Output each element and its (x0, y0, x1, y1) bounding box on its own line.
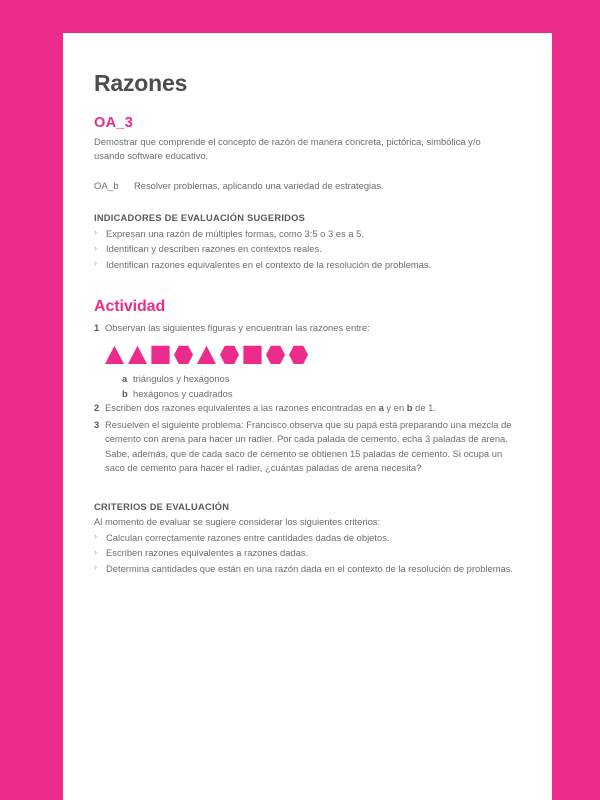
list-item (94, 562, 514, 577)
secondary-objective-row (94, 179, 514, 193)
indicators-heading: INDICADORES DE EVALUACIÓN SUGERIDOS (94, 212, 306, 223)
chevron-right-icon: › (94, 531, 97, 542)
subitem-letter: a (122, 373, 128, 385)
list-item (94, 531, 514, 546)
page-title: Razones (94, 70, 188, 96)
chevron-right-icon: › (94, 562, 97, 573)
shapes-figure-row (105, 345, 514, 364)
triangle-shape (128, 345, 147, 364)
chevron-right-icon: › (94, 258, 97, 269)
objective-code: OA_3 (94, 115, 134, 131)
criteria-text: Calculan correctamente razones entre cantidades dadas de objetos. (106, 531, 390, 543)
criteria-text: Escriben razones equivalentes a razones dadas. (106, 547, 309, 559)
indicators-list (94, 227, 514, 273)
criteria-intro: Al momento de evaluar se sugiere considerar los siguientes criterios: (94, 516, 381, 527)
secondary-objective-code: OA_b (94, 179, 119, 191)
activity-subitem-b (122, 386, 514, 401)
list-item (94, 227, 514, 242)
activity-heading: Actividad (94, 298, 166, 316)
item-number: 2 (94, 402, 100, 414)
indicator-text: Identifican razones equivalentes en el contexto de la resolución de problemas. (106, 258, 432, 270)
secondary-objective-description: Resolver problemas, aplicando una variedad de estrategias. (134, 179, 384, 191)
indicator-text: Identifican y describen razones en contextos reales. (106, 243, 322, 255)
list-item (94, 242, 514, 257)
activity-item-3 (94, 418, 514, 476)
document-content (63, 33, 552, 576)
item-number: 3 (94, 418, 100, 430)
hexagon-shape (174, 345, 193, 364)
document-card (63, 33, 552, 800)
chevron-right-icon: › (94, 227, 97, 238)
item2-part3: de 1. (412, 402, 436, 414)
triangle-shape (197, 345, 216, 364)
hexagon-shape (266, 345, 285, 364)
objective-description: Demostrar que comprende el concepto de razón de manera concreta, pictórica, simbólica y/o usando software educativo. (94, 136, 481, 162)
criteria-heading: CRITERIOS DE EVALUACIÓN (94, 502, 230, 512)
subitem-letter: b (122, 388, 128, 400)
triangle-shape (105, 345, 124, 364)
item-text: Observan las siguientes figuras y encuentran las razones entre: (105, 322, 370, 334)
item-text: Resuelven el siguiente problema: Francisco observa que su papá está preparando una mezcla de cemento con arena para hacer un radier. Por cada palada de cemento, echa 3 paladas de arena. Sabe, además, que de cada saco de cemento se obtienen 15 paladas de cemento. Si ocupa un saco de cemento para hacer el radier, ¿cuántas paladas de arena necesita? (105, 418, 512, 474)
activity-item-1 (94, 321, 514, 336)
item2-letter-a: a (378, 402, 384, 414)
square-shape (151, 345, 170, 364)
indicator-text: Expresan una razón de múltiples formas, como 3:5 o 3 es a 5. (106, 227, 364, 239)
criteria-text: Determina cantidades que están en una razón dada en el contexto de la resolución de problemas. (106, 562, 514, 574)
subitem-text: triángulos y hexágonos (133, 373, 230, 385)
chevron-right-icon: › (94, 242, 97, 253)
square-shape (243, 345, 262, 364)
subitem-text: hexágonos y cuadrados (133, 388, 233, 400)
item2-part1: Escriben dos razones equivalentes a las razones encontradas en (105, 402, 379, 414)
hexagon-shape (289, 345, 308, 364)
activity-item-2 (94, 401, 514, 416)
item2-letter-b: b (406, 402, 413, 414)
item-number: 1 (94, 322, 100, 334)
item2-part2: y en (383, 402, 407, 414)
chevron-right-icon: › (94, 546, 97, 557)
activity-subitem-a (122, 371, 514, 386)
item-text (105, 401, 514, 416)
list-item (94, 258, 514, 273)
list-item (94, 546, 514, 561)
hexagon-shape (220, 345, 239, 364)
criteria-list (94, 531, 514, 577)
